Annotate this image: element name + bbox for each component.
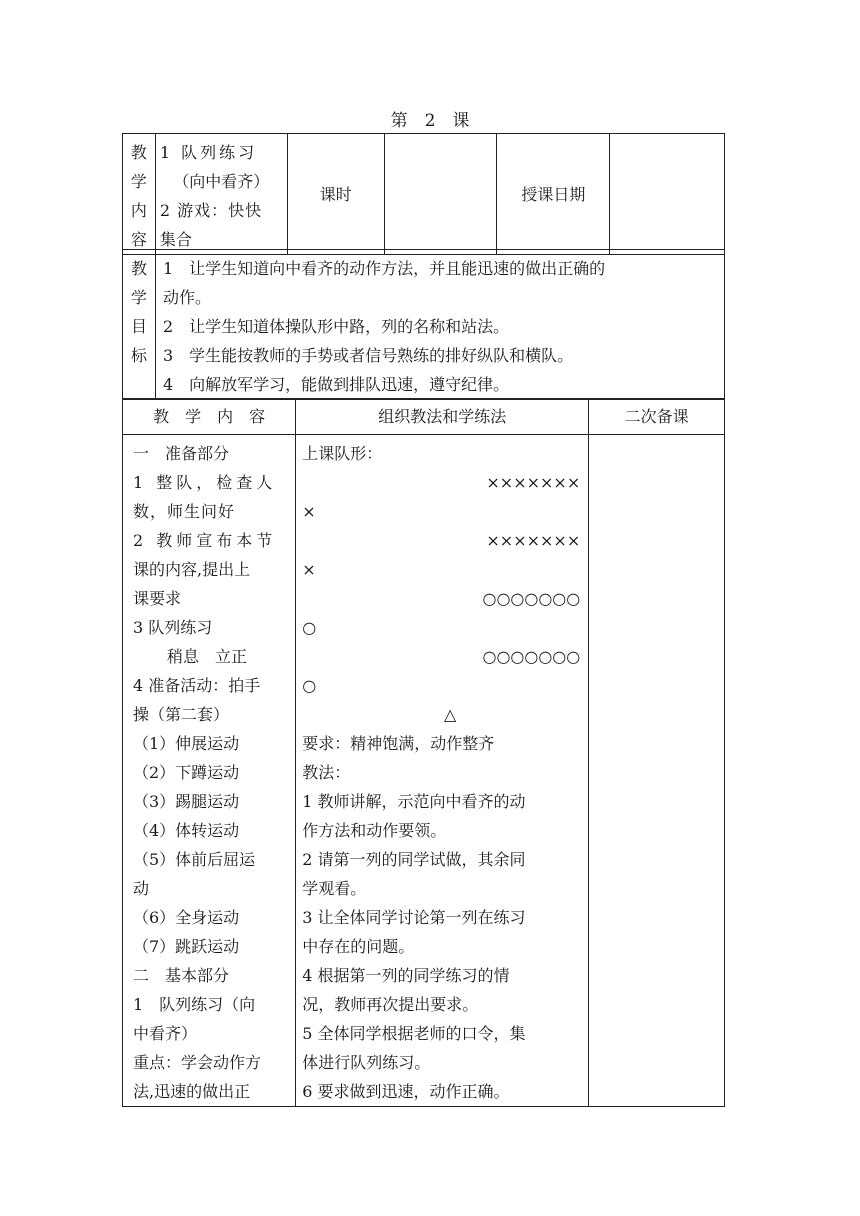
formation-row-wrap: ×	[302, 502, 316, 521]
formation-row: ○○○○○○○	[482, 589, 581, 608]
content-line: 数，师生问好	[133, 502, 236, 521]
teacher-triangle-icon: △	[444, 705, 457, 724]
formation-row-wrap: ○	[302, 618, 317, 637]
content-line: 操（第二套）	[133, 705, 230, 724]
method-line: 4 根据第一列的同学练习的情	[302, 966, 510, 985]
content-line: 一 准备部分	[133, 444, 230, 463]
date-label: 授课日期	[497, 134, 610, 255]
content-line: 稍息 立正	[151, 647, 248, 666]
method-line: 要求：精神饱满，动作整齐	[302, 734, 495, 753]
content-line: （6）全身运动	[133, 908, 240, 927]
content-line: 1 整队，检查人	[133, 473, 277, 492]
content-line: 课要求	[133, 589, 182, 608]
content-line: 3 队列练习	[133, 618, 213, 637]
method-line: 况，教师再次提出要求。	[302, 995, 479, 1014]
method-line: 1 教师讲解，示范向中看齐的动	[302, 792, 526, 811]
formation-label: 上课队形：	[302, 444, 383, 463]
content-line: 二 基本部分	[133, 966, 230, 985]
content-line: （1）伸展运动	[133, 734, 240, 753]
period-label: 课时	[287, 134, 384, 255]
content-line: （3）踢腿运动	[133, 792, 240, 811]
content-column	[123, 435, 296, 1107]
content-line: 2 教师宣布本节	[133, 531, 277, 550]
method-line: 学观看。	[302, 879, 367, 898]
content-line: 重点：学会动作方	[133, 1053, 262, 1072]
content-line: （2）下蹲运动	[133, 763, 240, 782]
lesson-title: 第 2 课	[390, 111, 470, 131]
method-line: 2 请第一列的同学试做，其余同	[302, 850, 526, 869]
lesson-body-table	[122, 398, 725, 1107]
column-notes-header: 二次备课	[589, 399, 725, 435]
content-label: 教 学 内 容	[123, 134, 156, 255]
column-method-header: 组织教法和学练法	[296, 399, 589, 435]
content-line: （5）体前后屈运	[133, 850, 256, 869]
method-line: 5 全体同学根据老师的口令，集	[302, 1024, 526, 1043]
column-content-header: 教 学 内 容	[123, 399, 296, 435]
period-value	[384, 134, 497, 255]
notes-column	[589, 435, 725, 1107]
content-line: （4）体转运动	[133, 821, 240, 840]
objectives-text: 1 让学生知道向中看齐的动作方法，并且能迅速的做出正确的 动作。 2 让学生知道体操队形中路，列的名称和站法。 3 学生能按教师的手势或者信号熟练的排好纵队和横队。 4 向解放军学习，能做到排队迅速，遵守纪律。	[156, 250, 725, 400]
formation-row-wrap: ×	[302, 560, 316, 579]
formation-row: ×××××××	[486, 473, 581, 492]
formation-row: ○○○○○○○	[482, 647, 581, 666]
content-cell: 1 队列练习 （向中看齐） 2 游戏：快快 集合	[155, 134, 287, 255]
date-value	[610, 134, 725, 255]
objectives-label: 教 学 目 标	[123, 250, 156, 400]
content-line: 课的内容,提出上	[133, 560, 251, 579]
content-line: 法,迅速的做出正	[133, 1082, 251, 1101]
lesson-header-table	[122, 133, 725, 255]
content-line: 1 队列练习（向	[133, 995, 256, 1014]
content-line: 中看齐）	[133, 1024, 198, 1043]
method-line: 教法：	[302, 763, 351, 782]
formation-row-wrap: ○	[302, 676, 317, 695]
content-line: 动	[133, 879, 150, 898]
method-line: 3 让全体同学讨论第一列在练习	[302, 908, 526, 927]
content-line: （7）跳跃运动	[133, 937, 240, 956]
method-column	[296, 435, 589, 1107]
method-line: 中存在的问题。	[302, 937, 415, 956]
content-line: 4 准备活动：拍手	[133, 676, 261, 695]
method-line: 6 要求做到迅速，动作正确。	[302, 1082, 510, 1101]
method-line: 体进行队列练习。	[302, 1053, 431, 1072]
method-line: 作方法和动作要领。	[302, 821, 447, 840]
formation-row: ×××××××	[486, 531, 581, 550]
objectives-table	[122, 249, 725, 400]
